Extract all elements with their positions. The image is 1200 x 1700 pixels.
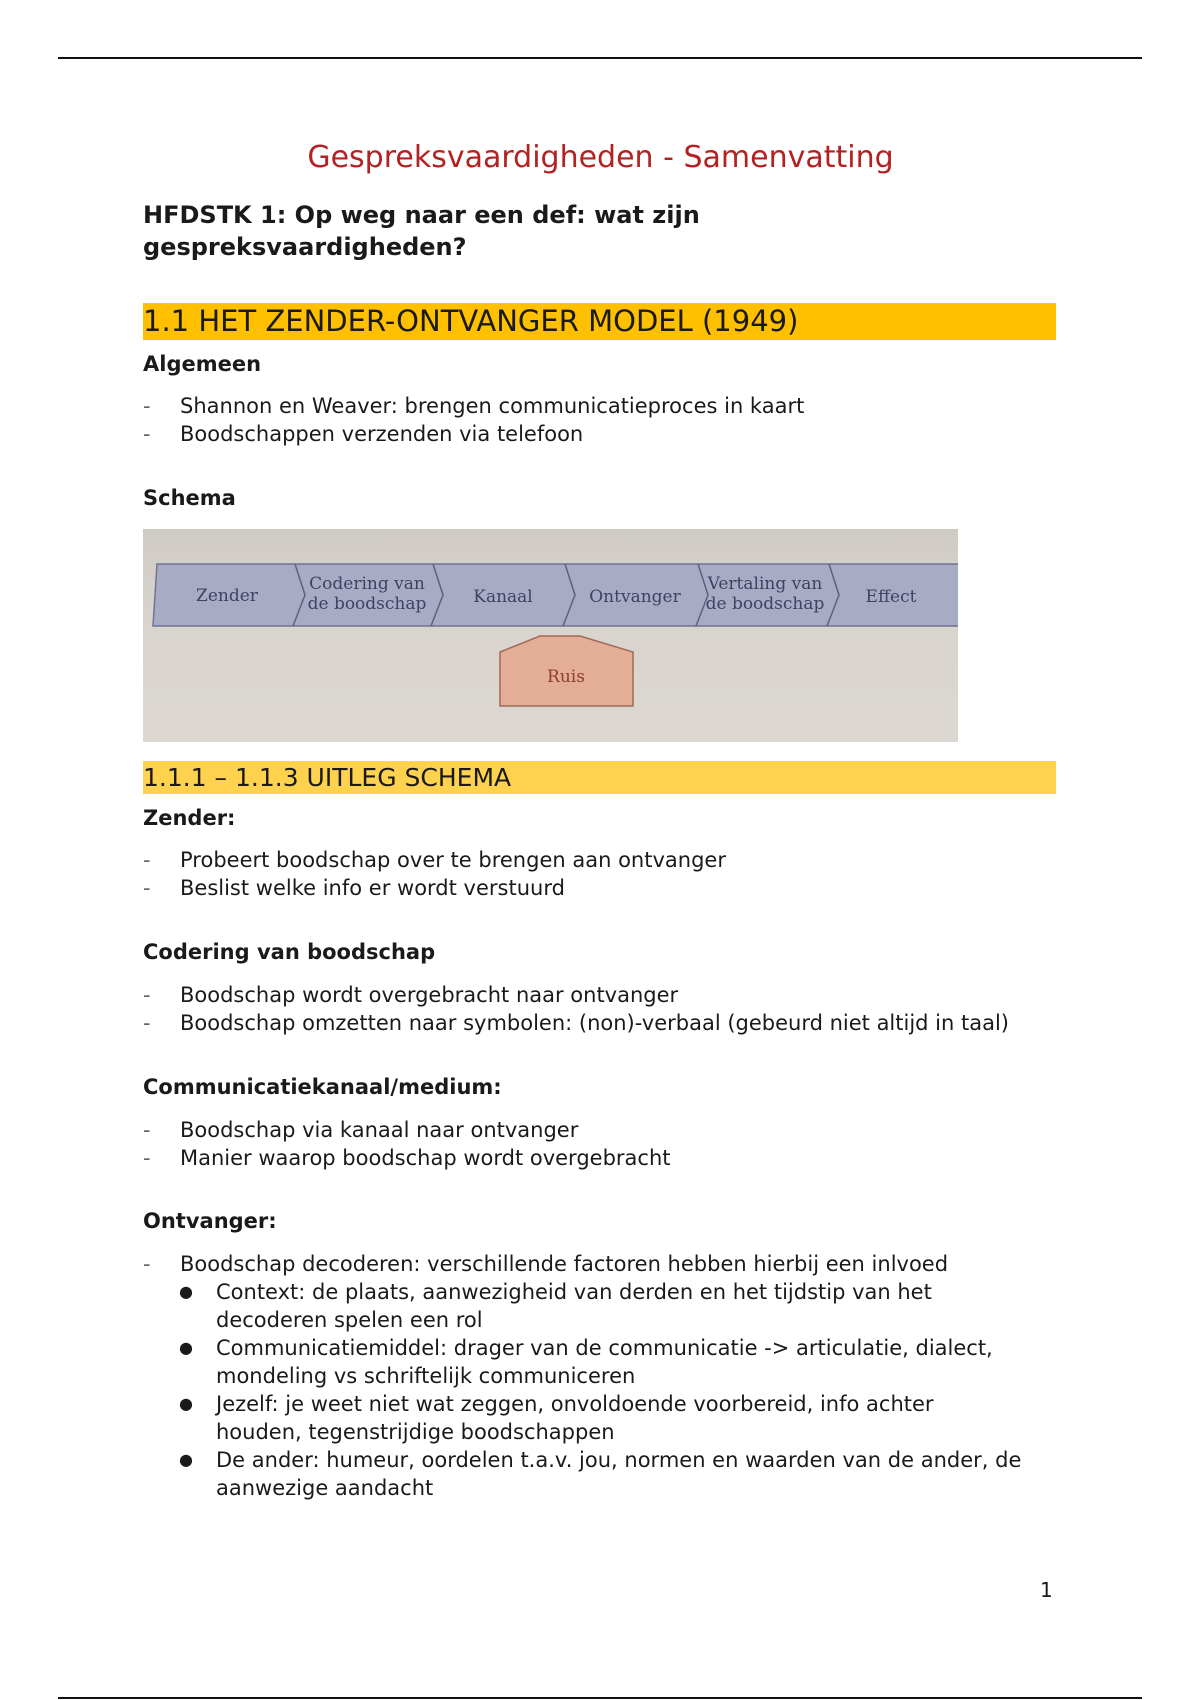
- section-heading-1-1-text: 1.1 HET ZENDER-ONTVANGER MODEL (1949): [143, 304, 799, 338]
- kanaal-list: [143, 1116, 671, 1172]
- sub-list-item: ● Context: de plaats, aanwezigheid van derden en het tijdstip van het decoderen spelen een rol: [179, 1280, 932, 1332]
- algemeen-list: [143, 392, 804, 448]
- ontvanger-sublist: [143, 1278, 1023, 1502]
- top-rule: [58, 57, 1142, 59]
- list-item: - Beslist welke info er wordt verstuurd: [143, 876, 565, 900]
- chapter-heading: HFDSTK 1: Op weg naar een def: wat zijn gespreksvaardigheden?: [143, 201, 700, 261]
- ontvanger-sublist-wrapper: [143, 1278, 1043, 1502]
- list-item: - Boodschap via kanaal naar ontvanger: [143, 1118, 579, 1142]
- ruis-label: Ruis: [547, 667, 585, 687]
- schema-step-vertaling-line1: Vertaling van: [707, 574, 823, 594]
- schema-step-vertaling-line2: de boodschap: [705, 594, 825, 614]
- page-number: 1: [1040, 1578, 1053, 1602]
- sub-list-item: ● Jezelf: je weet niet wat zeggen, onvoldoende voorbereid, info achter houden, tegenstrijdige boodschappen: [179, 1392, 934, 1444]
- schema-step-kanaal: Kanaal: [473, 587, 533, 607]
- schema-diagram: [143, 529, 958, 742]
- schema-step-effect: Effect: [865, 587, 917, 607]
- list-item: - Boodschap decoderen: verschillende factoren hebben hierbij een inlvoed: [143, 1252, 949, 1276]
- codering-list: [143, 981, 1009, 1037]
- list-item: - Probeert boodschap over te brengen aan ontvanger: [143, 848, 726, 872]
- list-item: - Boodschap omzetten naar symbolen: (non)-verbaal (gebeurd niet altijd in taal): [143, 1011, 1009, 1035]
- subheading-codering: Codering van boodschap: [143, 940, 436, 964]
- list-item: - Shannon en Weaver: brengen communicatieproces in kaart: [143, 394, 805, 418]
- section-heading-uitleg-text: 1.1.1 – 1.1.3 UITLEG SCHEMA: [143, 763, 512, 792]
- document-title: Gespreksvaardigheden - Samenvatting: [307, 140, 894, 175]
- subheading-algemeen: Algemeen: [143, 352, 262, 376]
- schema-step-ontvanger: Ontvanger: [589, 587, 681, 607]
- sub-list-item: ● Communicatiemiddel: drager van de communicatie -> articulatie, dialect, mondeling vs schriftelijk communiceren: [179, 1336, 993, 1388]
- subheading-ontvanger: Ontvanger:: [143, 1209, 277, 1233]
- schema-band: [153, 564, 958, 626]
- schema-step-zender: Zender: [196, 586, 258, 606]
- list-item: - Boodschap wordt overgebracht naar ontvanger: [143, 983, 679, 1007]
- ontvanger-list: [143, 1250, 1043, 1502]
- list-item: - Manier waarop boodschap wordt overgebracht: [143, 1146, 671, 1170]
- schema-step-codering-line2: de boodschap: [307, 594, 427, 614]
- sub-list-item: ● De ander: humeur, oordelen t.a.v. jou, normen en waarden van de ander, de aanwezige aandacht: [179, 1448, 1022, 1500]
- zender-list: [143, 846, 726, 902]
- subheading-kanaal: Communicatiekanaal/medium:: [143, 1075, 502, 1099]
- subheading-schema: Schema: [143, 486, 236, 510]
- schema-figure: [143, 529, 958, 742]
- list-item: - Boodschappen verzenden via telefoon: [143, 422, 584, 446]
- section-heading-uitleg: [143, 761, 1056, 794]
- subheading-zender: Zender:: [143, 806, 236, 830]
- bottom-rule: [58, 1697, 1142, 1699]
- section-heading-1-1: [143, 303, 1056, 340]
- schema-step-codering-line1: Codering van: [309, 574, 425, 594]
